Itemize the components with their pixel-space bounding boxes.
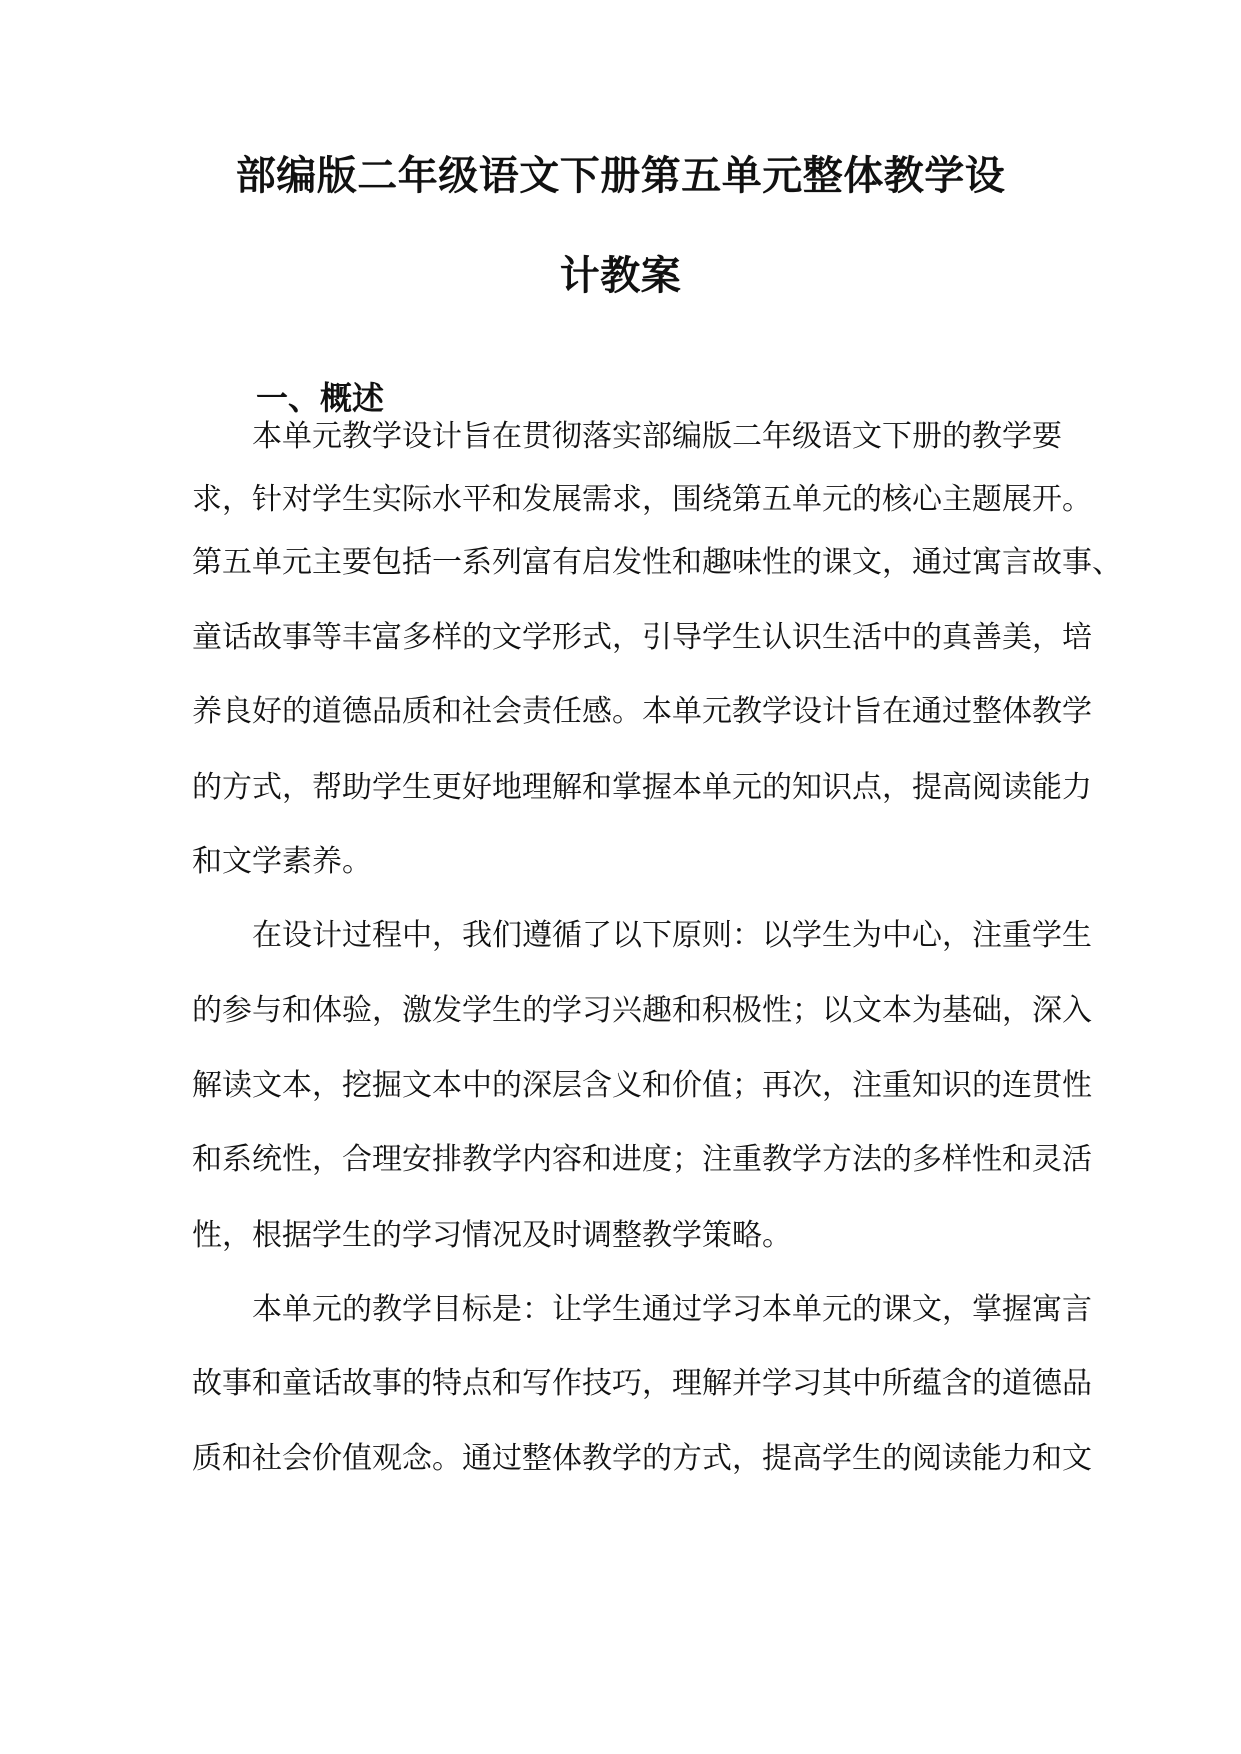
paragraph-1-line-2: 求，针对学生实际水平和发展需求，围绕第五单元的核心主题展开。 bbox=[192, 482, 1092, 517]
document-title-line-2: 计教案 bbox=[559, 252, 682, 299]
section-heading-overview: 一、概述 bbox=[256, 379, 385, 417]
paragraph-3-line-2: 故事和童话故事的特点和写作技巧，理解并学习其中所蕴含的道德品 bbox=[192, 1366, 1092, 1401]
document-title-line-1: 部编版二年级语文下册第五单元整体教学设 bbox=[235, 152, 1006, 199]
paragraph-1-line-3: 第五单元主要包括一系列富有启发性和趣味性的课文，通过寓言故事、 bbox=[192, 545, 1122, 580]
paragraph-1-line-4: 童话故事等丰富多样的文学形式，引导学生认识生活中的真善美，培 bbox=[192, 620, 1092, 655]
paragraph-2-line-4: 和系统性，合理安排教学内容和进度；注重教学方法的多样性和灵活 bbox=[192, 1142, 1092, 1177]
paragraph-2-line-5: 性，根据学生的学习情况及时调整教学策略。 bbox=[192, 1218, 792, 1253]
paragraph-2-line-2: 的参与和体验，激发学生的学习兴趣和积极性；以文本为基础，深入 bbox=[192, 993, 1092, 1028]
paragraph-2-line-3: 解读文本，挖掘文本中的深层含义和价值；再次，注重知识的连贯性 bbox=[192, 1068, 1092, 1103]
paragraph-1-line-6: 的方式，帮助学生更好地理解和掌握本单元的知识点，提高阅读能力 bbox=[192, 770, 1092, 805]
paragraph-1-line-7: 和文学素养。 bbox=[192, 844, 372, 879]
paragraph-3-line-3: 质和社会价值观念。通过整体教学的方式，提高学生的阅读能力和文 bbox=[192, 1441, 1092, 1476]
paragraph-1-line-1: 本单元教学设计旨在贯彻落实部编版二年级语文下册的教学要 bbox=[252, 419, 1062, 454]
paragraph-3-line-1: 本单元的教学目标是：让学生通过学习本单元的课文，掌握寓言 bbox=[252, 1292, 1092, 1327]
paragraph-2-line-1: 在设计过程中，我们遵循了以下原则：以学生为中心，注重学生 bbox=[252, 918, 1092, 953]
paragraph-1-line-5: 养良好的道德品质和社会责任感。本单元教学设计旨在通过整体教学 bbox=[192, 694, 1092, 729]
